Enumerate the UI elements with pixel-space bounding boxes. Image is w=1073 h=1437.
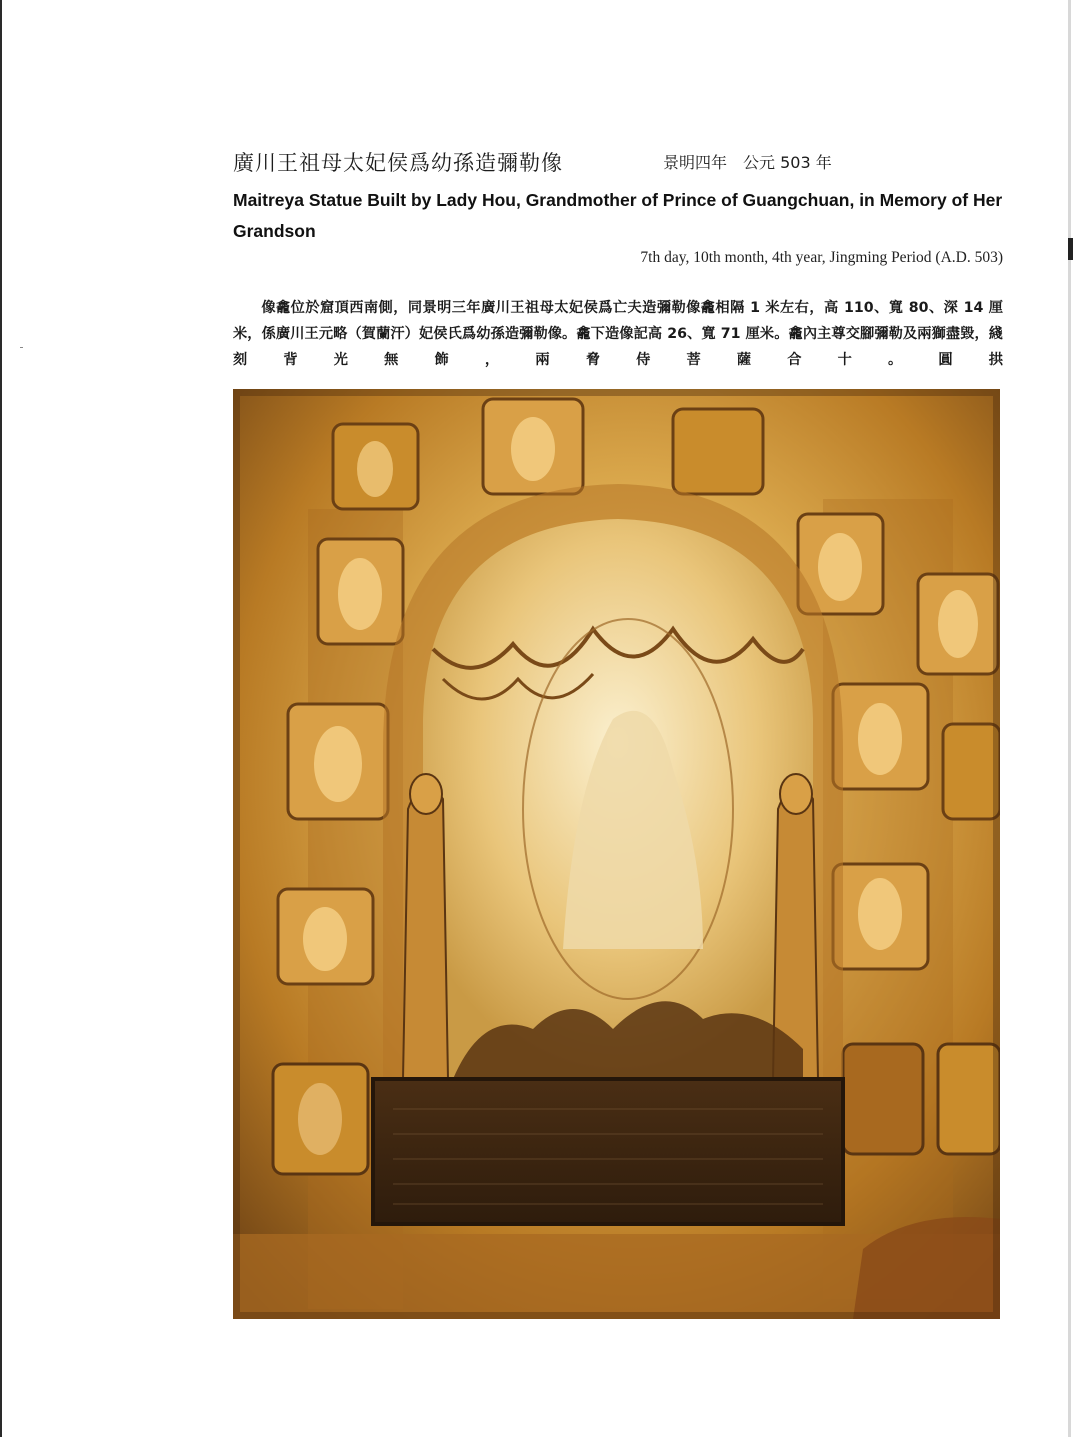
title-english: Maitreya Statue Built by Lady Hou, Grandmother of Prince of Guangchuan, in Memory of Her Grandson bbox=[233, 190, 1003, 241]
date-chinese: 景明四年 公元 503 年 bbox=[663, 153, 832, 172]
cave-relief-photo-drawing bbox=[233, 389, 1000, 1319]
date-english: 7th day, 10th month, 4th year, Jingming Period (A.D. 503) bbox=[640, 249, 1003, 266]
page-right-edge bbox=[1068, 0, 1071, 1437]
title-chinese: 廣川王祖母太妃侯爲幼孫造彌勒像 bbox=[233, 151, 563, 175]
left-attendant-bodhisattva bbox=[403, 786, 448, 1079]
page-edge-mark bbox=[1068, 238, 1073, 260]
page-left-edge bbox=[0, 0, 2, 1437]
description-text bbox=[233, 295, 1003, 373]
page-speck bbox=[20, 347, 23, 348]
title-row bbox=[233, 147, 1003, 177]
inscription-tablet bbox=[373, 1079, 843, 1224]
cave-relief-photo bbox=[233, 389, 1000, 1319]
description-paragraph: 像龕位於窟頂西南側，同景明三年廣川王祖母太妃侯爲亡夫造彌勒像龕相隔 1 米左右，高 110、寬 80、深 14 厘米，係廣川王元略（賀蘭汗）妃侯氏爲幼孫造彌勒像。龕下造像記高 26、寬 71 厘米。龕內主尊交腳彌勒及兩獅盡毀，綫刻背光無飾，兩脅侍菩薩合十。圓拱 bbox=[233, 300, 1003, 368]
